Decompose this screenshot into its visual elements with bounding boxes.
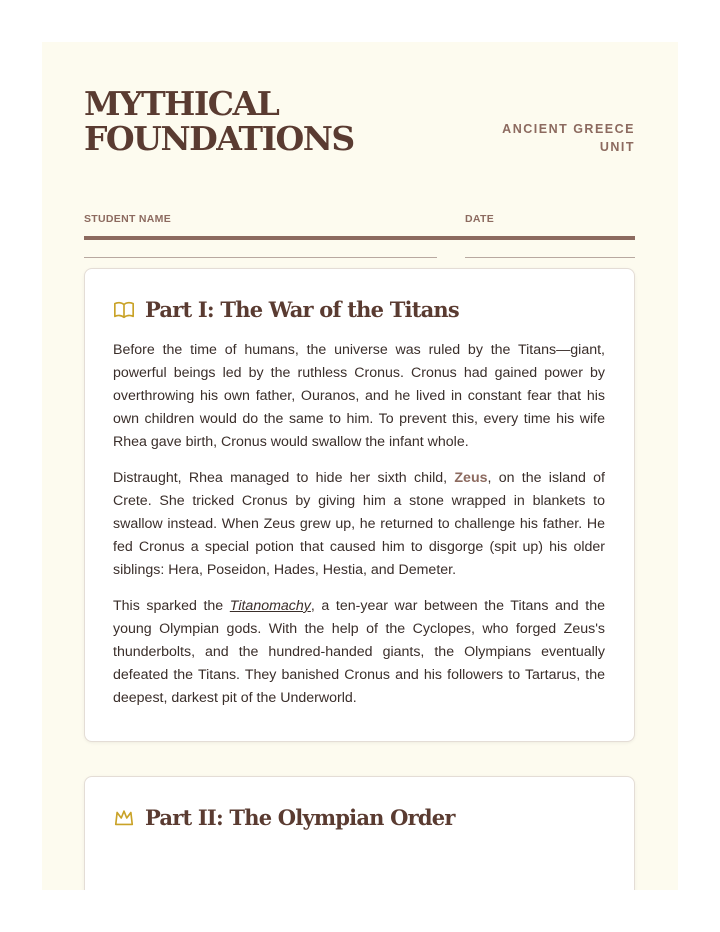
section-card-part-2 (84, 776, 635, 890)
paragraph-2-end: , on the island of Crete. She tricked Cronus by giving him a stone wrapped in blankets to swallow instead. When Zeus grew up, he returned to challenge his father. He fed Cronus a special potion that caused him to disgorge (spit up) his older siblings: Hera, Poseidon, Hades, Hestia, and Demeter. (113, 470, 605, 578)
zeus-highlight: Zeus (454, 470, 488, 486)
section-header (113, 297, 459, 322)
worksheet-page (42, 42, 678, 890)
date-field[interactable] (465, 257, 635, 258)
paragraph-1: Before the time of humans, the universe was ruled by the Titans—giant, powerful beings led by the ruthless Cronus. Cronus had gained power by overthrowing his own father, Ouranos, and he lived in constant fear that his own children would do the same to him. To prevent this, every time his wife Rhea gave birth, Cronus would swallow the infant whole. (113, 342, 605, 450)
paragraph-2 (113, 467, 605, 582)
student-name-field[interactable] (84, 257, 437, 258)
section-body (113, 339, 605, 723)
section-header (113, 805, 455, 830)
title-line-2: FOUNDATIONS (84, 119, 354, 158)
student-name-label: STUDENT NAME (84, 213, 172, 225)
section-title: Part I: The War of the Titans (145, 297, 459, 322)
worksheet-header (84, 84, 635, 225)
paragraph-2-start: Distraught, Rhea managed to hide her sixth child, (113, 470, 455, 486)
unit-line-1: ANCIENT GREECE (502, 122, 635, 136)
titanomachy-term: Titanomachy (229, 598, 311, 614)
paragraph-3-end: , a ten-year war between the Titans and the young Olympian gods. With the help of the Cyclopes, who forged Zeus's thunderbolts, and the hundred-handed giants, the Olympians eventually defeated the Titans. They banished Cronus and his followers to Tartarus, the deepest, darkest pit of the Underworld. (113, 598, 605, 706)
title-line-1: MYTHICAL (84, 84, 279, 123)
unit-line-2: UNIT (599, 140, 635, 154)
crown-icon (113, 807, 135, 829)
section-title: Part II: The Olympian Order (145, 805, 455, 830)
header-divider (84, 236, 635, 240)
date-label: DATE (465, 213, 495, 225)
unit-label (502, 120, 635, 156)
book-icon (113, 299, 135, 321)
section-card-part-1 (84, 268, 635, 742)
paragraph-3-start: This sparked the (113, 598, 230, 614)
paragraph-3 (113, 595, 605, 710)
